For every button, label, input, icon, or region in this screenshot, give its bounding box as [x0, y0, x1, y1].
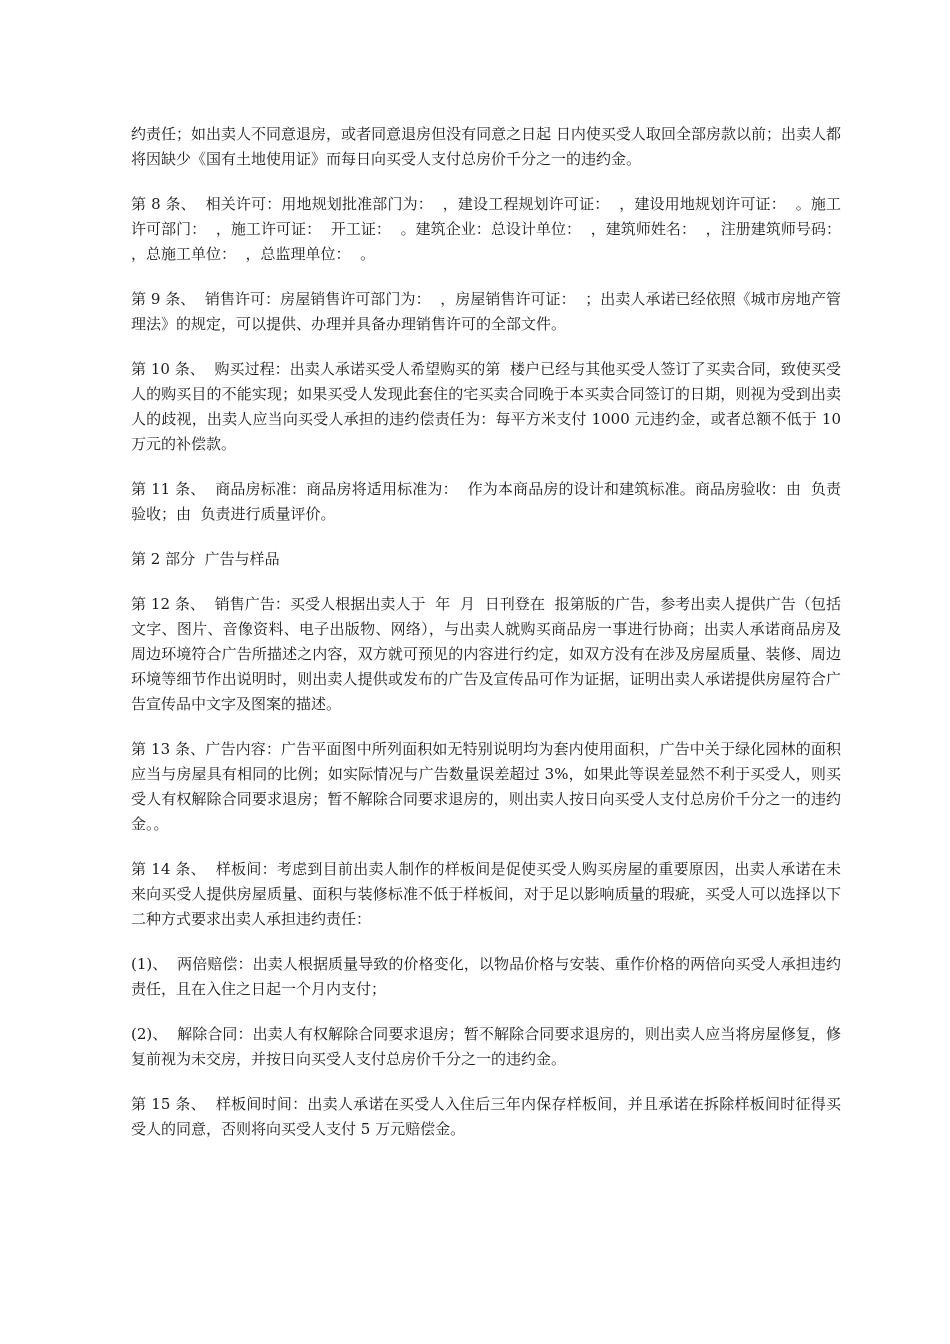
paragraph-article-10: 第 10 条、 购买过程：出卖人承诺买受人希望购买的第 楼户已经与其他买受人签订了买卖合同，致使买受人的购买目的不能实现；如果买受人发现此套住的宅买卖合同晚于本买卖合同签订的日期，则视为受到出卖人的歧视，出卖人应当向买受人承担的违约偿责任为：每平方米支付 1000 元违约金，或者总额不低于 10 万元的补偿款。: [131, 360, 846, 453]
paragraph-article-8: 第 8 条、 相关许可：用地规划批准部门为： ，建设工程规划许可证： ，建设用地规划许可证： 。施工许可部门： ，施工许可证： 开工证： 。建筑企业：总设计单位： ，建筑师姓名： ，注册建筑师号码： ，总施工单位： ，总监理单位： 。: [131, 195, 851, 263]
paragraph-article-9: 第 9 条、 销售许可：房屋销售许可部门为： ，房屋销售许可证： ；出卖人承诺已经依照《城市房地产管理法》的规定，可以提供、办理并具备办理销售许可的全部文件。: [131, 290, 841, 333]
paragraph-option-1: (1)、 两倍赔偿：出卖人根据质量导致的价格变化，以物品价格与安装、重作价格的两倍向买受人承担违约责任，且在入住之日起一个月内支付；: [131, 955, 841, 998]
paragraph-article-14: 第 14 条、 样板间：考虑到目前出卖人制作的样板间是促使买受人购买房屋的重要原因，出卖人承诺在未来向买受人提供房屋质量、面积与装修标准不低于样板间，对于足以影响质量的瑕疵，买受人可以选择以下二种方式要求出卖人承担违约责任：: [131, 860, 841, 928]
paragraph-liability-intro: 约责任；如出卖人不同意退房，或者同意退房但没有同意之日起 日内使买受人取回全部房款以前；出卖人都将因缺少《国有土地使用证》而每日向买受人支付总房价千分之一的违约金。: [131, 125, 841, 168]
document-page: [131, 122, 851, 1162]
paragraph-article-12: 第 12 条、 销售广告：买受人根据出卖人于 年 月 日刊登在 报第版的广告，参考出卖人提供广告（包括文字、图片、音像资料、电子出版物、网络），与出卖人就购买商品房一事进行协商；出卖人承诺商品房及周边环境符合广告所描述之内容，双方就可预见的内容进行约定，如双方没有在涉及房屋质量、装修、周边环境等细节作出说明时，则出卖人提供或发布的广告及宣传品可作为证据，证明出卖人承诺提供房屋符合广告宣传品中文字及图案的描述。: [131, 595, 841, 713]
paragraph-article-15: 第 15 条、 样板间时间：出卖人承诺在买受人入住后三年内保存样板间，并且承诺在拆除样板间时征得买受人的同意，否则将向买受人支付 5 万元赔偿金。: [131, 1095, 841, 1138]
paragraph-article-13: 第 13 条、广告内容：广告平面图中所列面积如无特别说明均为套内使用面积，广告中关于绿化园林的面积应当与房屋具有相同的比例；如实际情况与广告数量误差超过 3%，如果此等误差显然不利于买受人，则买受人有权解除合同要求退房；暂不解除合同要求退房的，则出卖人按日向买受人支付总房价千分之一的违约金。。: [131, 740, 841, 833]
paragraph-article-11: 第 11 条、 商品房标准：商品房将适用标准为： 作为本商品房的设计和建筑标准。商品房验收：由 负责验收；由 负责进行质量评价。: [131, 480, 841, 523]
section-heading-part-2: 第 2 部分 广告与样品: [131, 550, 280, 568]
paragraph-option-2: (2)、 解除合同：出卖人有权解除合同要求退房；暂不解除合同要求退房的，则出卖人应当将房屋修复，修复前视为未交房，并按日向买受人支付总房价千分之一的违约金。: [131, 1025, 841, 1068]
